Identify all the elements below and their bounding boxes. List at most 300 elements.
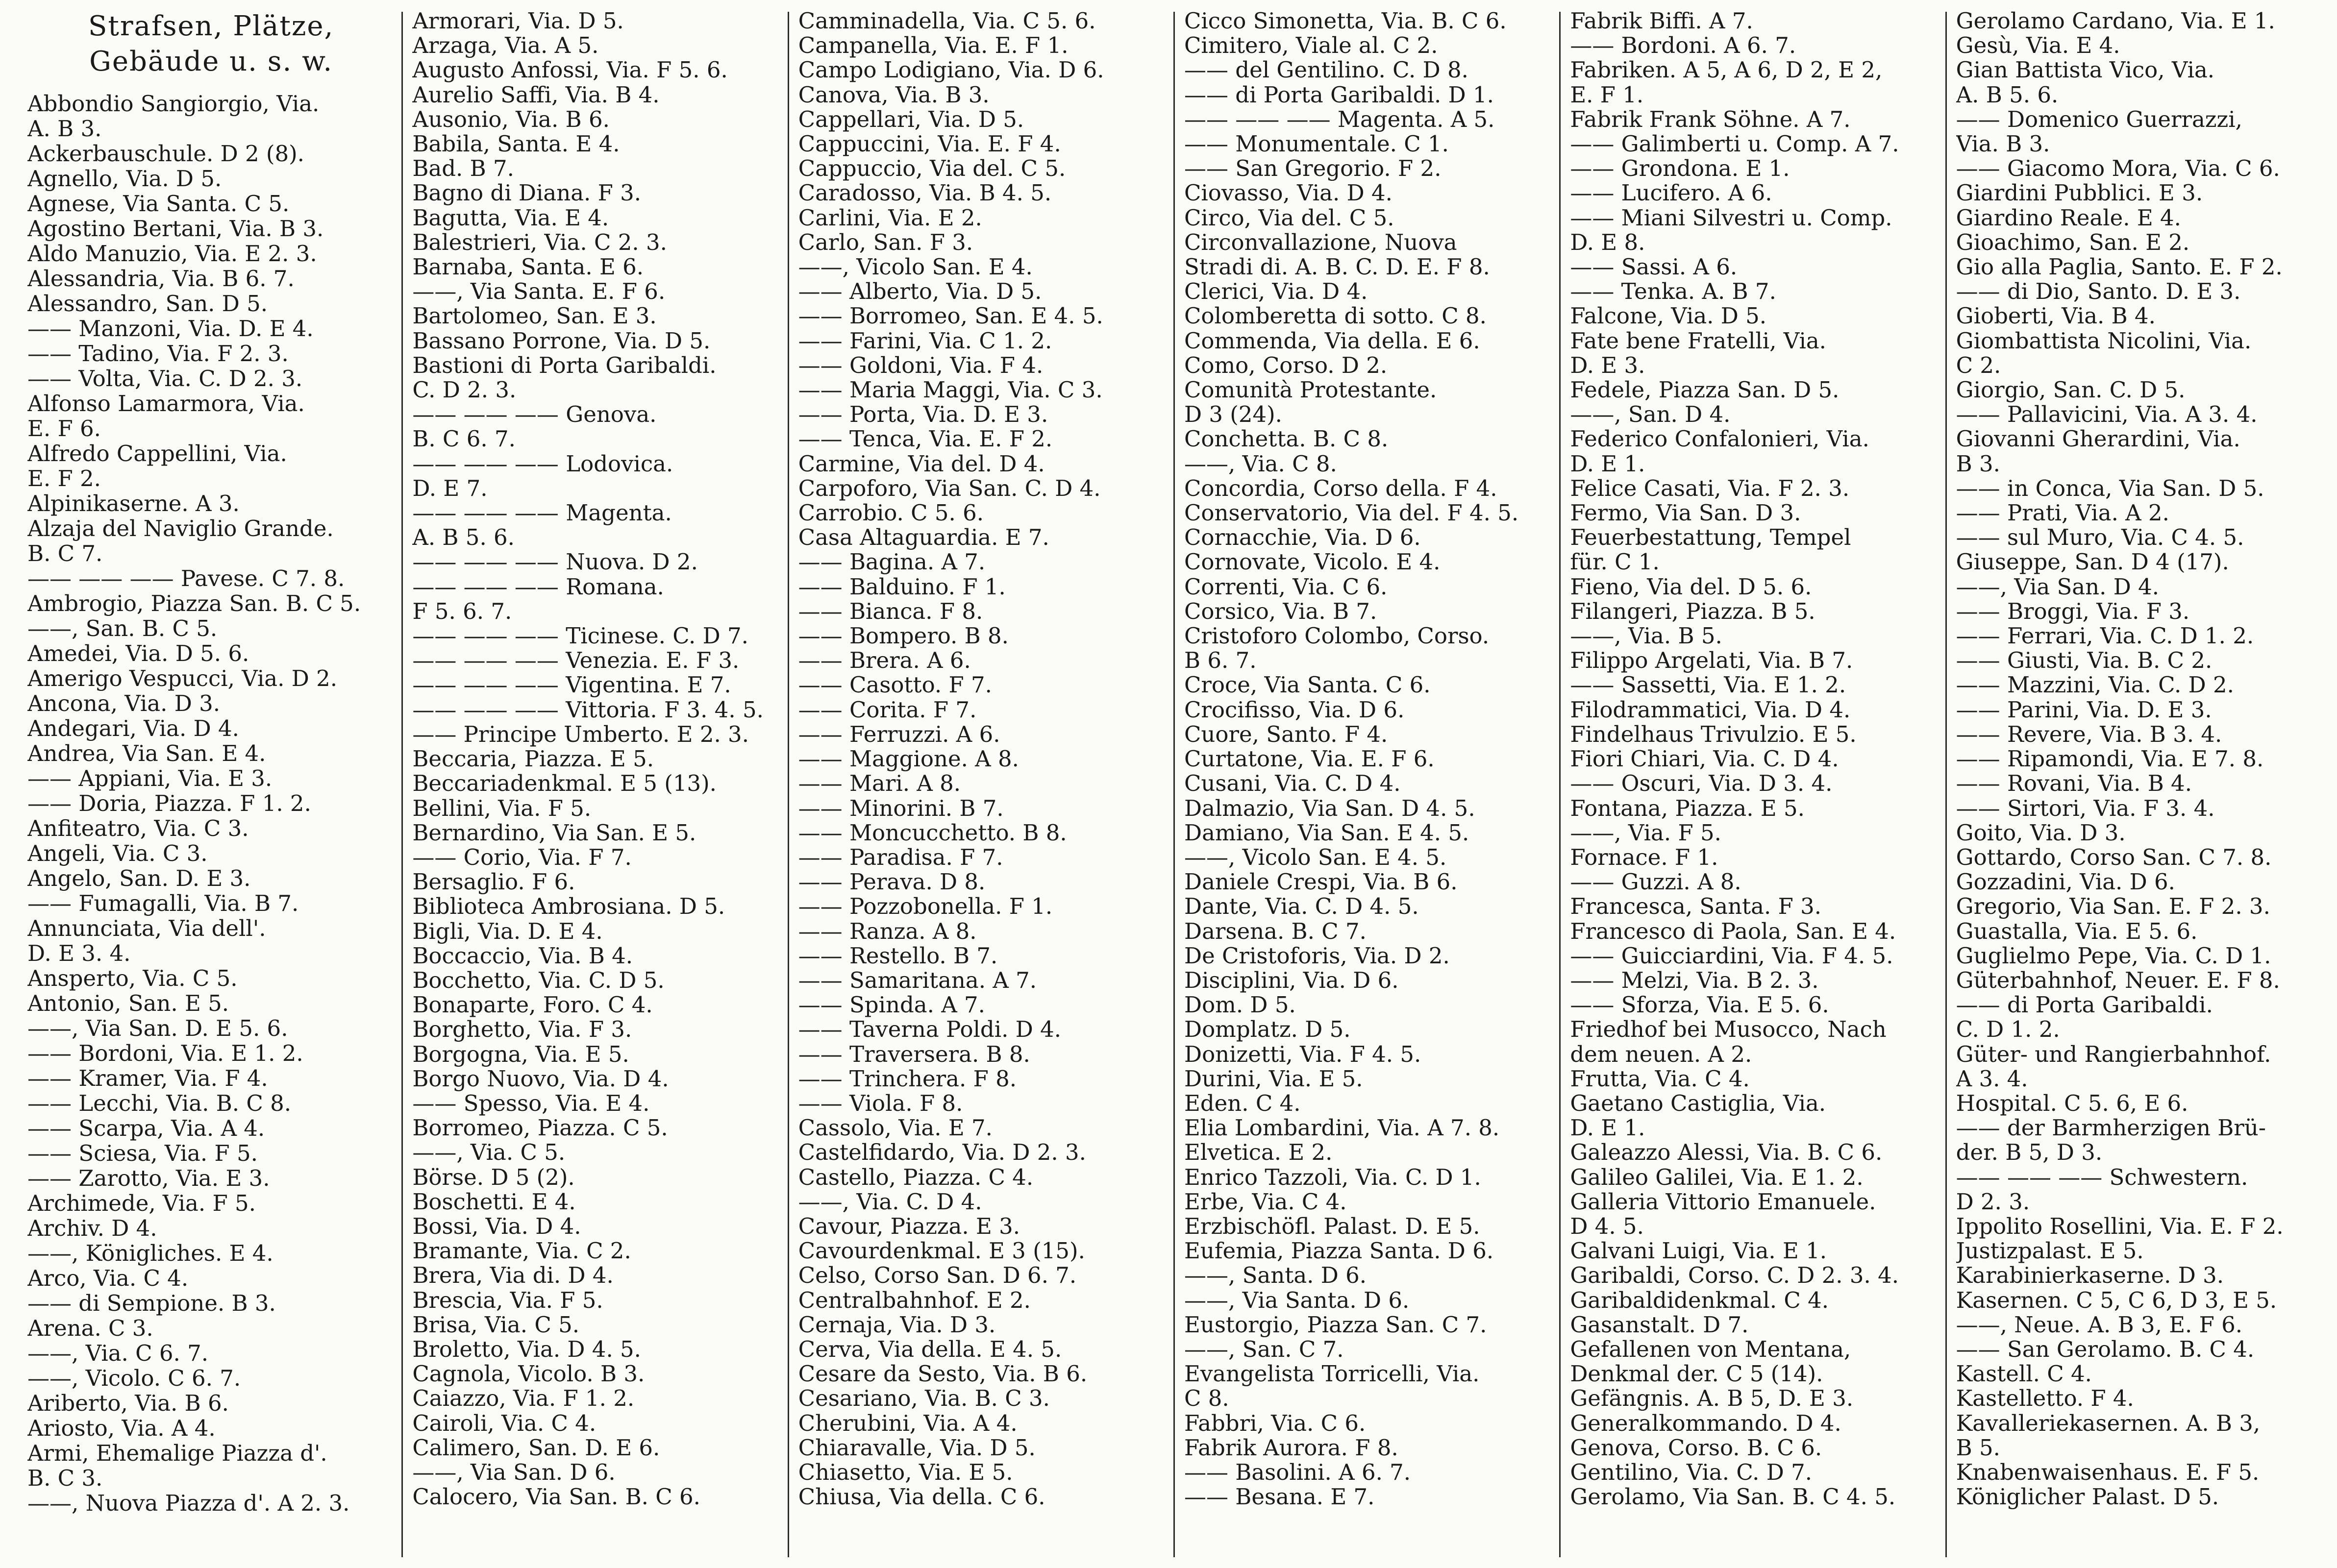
index-entry-line: Cicco Simonetta, Via. B. C 6. bbox=[1184, 9, 1507, 34]
index-entry-line: Brera, Via di. D 4. bbox=[412, 1263, 614, 1288]
index-entry-line: Giardini Pubblici. E 3. bbox=[1956, 181, 2203, 206]
index-entry-line: Gio alla Paglia, Santo. E. F 2. bbox=[1956, 255, 2283, 280]
index-entry-line: Brisa, Via. C 5. bbox=[412, 1312, 580, 1337]
index-entry-line: Canova, Via. B 3. bbox=[798, 82, 990, 107]
index-entry-line: Gioachimo, San. E 2. bbox=[1956, 230, 2190, 255]
index-entry-line: Knabenwaisenhaus. E. F 5. bbox=[1956, 1460, 2260, 1485]
index-entry-line: —— Principe Umberto. E 2. 3. bbox=[412, 722, 749, 747]
index-entry-line: Gioberti, Via. B 4. bbox=[1956, 304, 2156, 329]
index-entry-line: —— —— —— Vittoria. F 3. 4. 5. bbox=[412, 697, 764, 722]
index-entry-line: Campanella, Via. E. F 1. bbox=[798, 33, 1069, 58]
index-entry-line: Cherubini, Via. A 4. bbox=[798, 1411, 1018, 1436]
index-entry-line: ——, Vicolo San. E 4. bbox=[798, 255, 1033, 280]
index-entry-line: Gefallenen von Mentana, bbox=[1570, 1337, 1851, 1362]
index-entry-line: Bernardino, Via San. E 5. bbox=[412, 820, 696, 845]
index-entry-line: Correnti, Via. C 6. bbox=[1184, 574, 1388, 599]
index-entry-line: Galileo Galilei, Via. E 1. 2. bbox=[1570, 1165, 1864, 1190]
index-entry-line: Königlicher Palast. D 5. bbox=[1956, 1485, 2219, 1510]
index-entry-line: C. D 1. 2. bbox=[1956, 1017, 2060, 1042]
index-entry-line: —— Paradisa. F 7. bbox=[798, 845, 1003, 870]
index-entry-line: —— Maria Maggi, Via. C 3. bbox=[798, 378, 1103, 403]
index-entry-line: —— —— —— Pavese. C 7. 8. bbox=[27, 566, 345, 591]
index-entry-line: —— Alberto, Via. D 5. bbox=[798, 279, 1042, 304]
index-entry-line: —— Fumagalli, Via. B 7. bbox=[27, 891, 299, 916]
index-entry-line: Cappellari, Via. D 5. bbox=[798, 107, 1024, 132]
index-entry-line: —— Miani Silvestri u. Comp. bbox=[1570, 205, 1892, 230]
index-entry-line: Arco, Via. C 4. bbox=[27, 1266, 189, 1291]
index-entry-line: —— Bianca. F 8. bbox=[798, 599, 983, 624]
index-entry-line: Boccaccio, Via. B 4. bbox=[412, 943, 633, 968]
index-entry-line: Cavour, Piazza. E 3. bbox=[798, 1214, 1020, 1239]
index-entry-line: Felice Casati, Via. F 2. 3. bbox=[1570, 476, 1850, 501]
index-entry-line: —— Maggione. A 8. bbox=[798, 747, 1019, 772]
index-entry-line: Gozzadini, Via. D 6. bbox=[1956, 870, 2175, 895]
index-entry-line: ——, Santa. D 6. bbox=[1184, 1263, 1367, 1288]
index-entry-line: Alfredo Cappellini, Via. bbox=[27, 441, 287, 466]
index-entry-line: Corsico, Via. B 7. bbox=[1184, 599, 1377, 624]
index-entry-line: Fornace. F 1. bbox=[1570, 845, 1718, 870]
index-entry-line: Güterbahnhof, Neuer. E. F 8. bbox=[1956, 968, 2280, 993]
index-entry-line: —— Balduino. F 1. bbox=[798, 574, 1006, 599]
index-entry-line: Filangeri, Piazza. B 5. bbox=[1570, 599, 1815, 624]
index-entry-line: Gian Battista Vico, Via. bbox=[1956, 58, 2215, 83]
index-entry-line: Andrea, Via San. E 4. bbox=[27, 741, 266, 766]
index-entry-line: Evangelista Torricelli, Via. bbox=[1184, 1362, 1480, 1387]
index-entry-line: —— Monumentale. C 1. bbox=[1184, 132, 1449, 157]
index-entry-line: Erbe, Via. C 4. bbox=[1184, 1189, 1347, 1214]
index-entry-line: Gaetano Castiglia, Via. bbox=[1570, 1091, 1826, 1116]
index-entry-line: Fabriken. A 5, A 6, D 2, E 2, bbox=[1570, 58, 1883, 83]
index-entry-line: ——, Neue. A. B 3, E. F 6. bbox=[1956, 1312, 2243, 1337]
index-entry-line: Cassolo, Via. E 7. bbox=[798, 1116, 993, 1141]
index-entry-line: —— Appiani, Via. E 3. bbox=[27, 766, 273, 791]
index-entry-line: Alessandria, Via. B 6. 7. bbox=[27, 266, 295, 291]
index-entry-line: Angelo, San. D. E 3. bbox=[27, 866, 251, 891]
index-entry-line: Dom. D 5. bbox=[1184, 993, 1296, 1018]
index-entry-line: Caradosso, Via. B 4. 5. bbox=[798, 181, 1052, 206]
index-entry-line: D. E 3. bbox=[1570, 353, 1645, 378]
index-entry-line: —— Perava. D 8. bbox=[798, 870, 986, 895]
index-entry-line: für. C 1. bbox=[1570, 550, 1660, 575]
index-entry-line: Cusani, Via. C. D 4. bbox=[1184, 771, 1401, 796]
index-entry-line: Gerolamo, Via San. B. C 4. 5. bbox=[1570, 1485, 1896, 1510]
index-entry-line: Armi, Ehemalige Piazza d'. bbox=[27, 1441, 327, 1466]
index-entry-line: —— Minorini. B 7. bbox=[798, 796, 1004, 821]
index-entry-line: Giorgio, San. C. D 5. bbox=[1956, 378, 2186, 403]
index-entry-line: Eufemia, Piazza Santa. D 6. bbox=[1184, 1239, 1494, 1264]
index-entry-line: Bocchetto, Via. C. D 5. bbox=[412, 968, 665, 993]
index-entry-line: Bellini, Via. F 5. bbox=[412, 796, 592, 821]
index-entry-line: Carrobio. C 5. 6. bbox=[798, 501, 984, 526]
index-entry-line: —— Sciesa, Via. F 5. bbox=[27, 1141, 258, 1166]
index-entry-line: —— —— —— Venezia. E. F 3. bbox=[412, 648, 740, 673]
index-entry-line: Fabbri, Via. C 6. bbox=[1184, 1411, 1366, 1436]
index-entry-line: —— Tenka. A. B 7. bbox=[1570, 279, 1776, 304]
index-entry-line: Gasanstalt. D 7. bbox=[1570, 1312, 1749, 1337]
index-entry-line: ——, Vicolo. C 6. 7. bbox=[27, 1366, 241, 1391]
index-entry-line: Elvetica. E 2. bbox=[1184, 1140, 1333, 1165]
index-entry-line: Gottardo, Corso San. C 7. 8. bbox=[1956, 845, 2272, 870]
index-entry-line: Alfonso Lamarmora, Via. bbox=[27, 391, 305, 416]
index-entry-line: Beccaria, Piazza. E 5. bbox=[412, 747, 654, 772]
index-entry-line: A 3. 4. bbox=[1956, 1066, 2028, 1091]
index-entry-line: Cagnola, Vicolo. B 3. bbox=[412, 1362, 645, 1387]
index-entry-line: Armorari, Via. D 5. bbox=[412, 9, 624, 34]
index-entry-line: Balestrieri, Via. C 2. 3. bbox=[412, 230, 667, 255]
index-entry-line: Findelhaus Trivulzio. E 5. bbox=[1570, 722, 1857, 747]
index-entry-line: Comunità Protestante. bbox=[1184, 378, 1437, 403]
index-entry-line: Justizpalast. E 5. bbox=[1956, 1239, 2144, 1264]
index-entry-line: Crocifisso, Via. D 6. bbox=[1184, 697, 1405, 722]
index-entry-line: Garibaldi, Corso. C. D 2. 3. 4. bbox=[1570, 1263, 1899, 1288]
index-entry-line: Francesco di Paola, San. E 4. bbox=[1570, 919, 1896, 944]
index-entry-line: —— Scarpa, Via. A 4. bbox=[27, 1116, 265, 1141]
index-entry-line: Ippolito Rosellini, Via. E. F 2. bbox=[1956, 1214, 2284, 1239]
index-entry-line: —— Guzzi. A 8. bbox=[1570, 870, 1741, 895]
index-entry-line: Bersaglio. F 6. bbox=[412, 870, 575, 895]
index-entry-line: Disciplini, Via. D 6. bbox=[1184, 968, 1399, 993]
index-entry-line: Cesare da Sesto, Via. B 6. bbox=[798, 1362, 1088, 1387]
index-entry-line: —— Giusti, Via. B. C 2. bbox=[1956, 648, 2213, 673]
index-entry-line: D. E 8. bbox=[1570, 230, 1645, 255]
index-entry-line: Bagno di Diana. F 3. bbox=[412, 181, 642, 206]
index-entry-line: —— Ferruzzi. A 6. bbox=[798, 722, 1000, 747]
index-entry-line: —— Besana. E 7. bbox=[1184, 1485, 1375, 1510]
index-entry-line: Camminadella, Via. C 5. 6. bbox=[798, 9, 1096, 34]
index-entry-line: Dalmazio, Via San. D 4. 5. bbox=[1184, 796, 1475, 821]
index-entry-line: Kavalleriekasernen. A. B 3, bbox=[1956, 1411, 2261, 1436]
index-entry-line: ——, Via. C 8. bbox=[1184, 451, 1337, 476]
index-entry-line: —— Spesso, Via. E 4. bbox=[412, 1091, 650, 1116]
index-entry-line: E. F 2. bbox=[27, 466, 101, 491]
index-entry-line: Gregorio, Via San. E. F 2. 3. bbox=[1956, 894, 2270, 919]
index-entry-line: —— in Conca, Via San. D 5. bbox=[1956, 476, 2264, 501]
index-entry-line: —— Goldoni, Via. F 4. bbox=[798, 353, 1044, 378]
index-entry-line: Giardino Reale. E 4. bbox=[1956, 205, 2181, 230]
index-entry-line: ——, Via San. D. E 5. 6. bbox=[27, 1016, 288, 1041]
index-entry-line: Brescia, Via. F 5. bbox=[412, 1288, 603, 1313]
index-entry-line: Carmine, Via del. D 4. bbox=[798, 451, 1045, 476]
index-entry-line: C. D 2. 3. bbox=[412, 378, 517, 403]
index-entry-line: Filippo Argelati, Via. B 7. bbox=[1570, 648, 1853, 673]
index-entry-line: Gerolamo Cardano, Via. E 1. bbox=[1956, 9, 2275, 34]
index-entry-line: Alessandro, San. D 5. bbox=[27, 291, 268, 316]
index-entry-line: Caiazzo, Via. F 1. 2. bbox=[412, 1386, 635, 1411]
index-entry-line: ——, Vicolo San. E 4. 5. bbox=[1184, 845, 1447, 870]
index-entry-line: Bad. B 7. bbox=[412, 156, 514, 181]
index-entry-line: ——, Via Santa. E. F 6. bbox=[412, 279, 666, 304]
index-column-6 bbox=[1945, 9, 2331, 1568]
index-entry-line: Barnaba, Santa. E 6. bbox=[412, 255, 644, 280]
index-entry-line: B 5. bbox=[1956, 1435, 2000, 1460]
index-entry-line: —— Parini, Via. D. E 3. bbox=[1956, 697, 2212, 722]
index-entry-line: Galleria Vittorio Emanuele. bbox=[1570, 1189, 1876, 1214]
index-entry-line: —— di Porta Garibaldi. D 1. bbox=[1184, 82, 1494, 107]
index-entry-line: —— —— —— Magenta. bbox=[412, 501, 672, 526]
index-entry-line: Calimero, San. D. E 6. bbox=[412, 1435, 660, 1460]
index-entry-line: Elia Lombardini, Via. A 7. 8. bbox=[1184, 1116, 1500, 1141]
index-entry-line: Cairoli, Via. C 4. bbox=[412, 1411, 597, 1436]
index-entry-line: Cuore, Santo. F 4. bbox=[1184, 722, 1388, 747]
index-entry-line: —— Mazzini, Via. C. D 2. bbox=[1956, 673, 2234, 698]
index-entry-line: Celso, Corso San. D 6. 7. bbox=[798, 1263, 1077, 1288]
index-entry-line: Cerva, Via della. E 4. 5. bbox=[798, 1337, 1062, 1362]
index-entry-line: Ackerbauschule. D 2 (8). bbox=[27, 141, 304, 166]
index-entry-line: Falcone, Via. D 5. bbox=[1570, 304, 1767, 329]
index-entry-line: —— Mari. A 8. bbox=[798, 771, 961, 796]
index-entry-line: —— —— —— Schwestern. bbox=[1956, 1165, 2248, 1190]
index-entry-line: —— Prati, Via. A 2. bbox=[1956, 501, 2169, 526]
index-entry-line: —— Taverna Poldi. D 4. bbox=[798, 1017, 1062, 1042]
index-entry-line: C 8. bbox=[1184, 1386, 1229, 1411]
index-entry-line: Alzaja del Naviglio Grande. bbox=[27, 516, 334, 541]
index-entry-line: Giombattista Nicolini, Via. bbox=[1956, 328, 2252, 353]
index-entry-line: Augusto Anfossi, Via. F 5. 6. bbox=[412, 58, 728, 83]
index-entry-line: Bonaparte, Foro. C 4. bbox=[412, 993, 653, 1018]
column-entries bbox=[1184, 9, 1552, 1509]
heading-line-2: Gebäude u. s. w. bbox=[89, 46, 333, 77]
index-entry-line: —— Moncucchetto. B 8. bbox=[798, 820, 1067, 845]
index-entry-line: Donizetti, Via. F 4. 5. bbox=[1184, 1042, 1421, 1067]
index-entry-line: Cavourdenkmal. E 3 (15). bbox=[798, 1239, 1085, 1264]
index-column-5 bbox=[1559, 9, 1945, 1568]
index-entry-line: Gentilino, Via. C. D 7. bbox=[1570, 1460, 1813, 1485]
index-entry-line: Circo, Via del. C 5. bbox=[1184, 205, 1394, 230]
index-entry-line: Bagutta, Via. E 4. bbox=[412, 205, 609, 230]
index-entry-line: Amedei, Via. D 5. 6. bbox=[27, 641, 249, 666]
index-entry-line: —— Pozzobonella. F 1. bbox=[798, 894, 1053, 919]
index-entry-line: —— Corio, Via. F 7. bbox=[412, 845, 632, 870]
index-column-3 bbox=[788, 9, 1173, 1568]
index-entry-line: —— Brera. A 6. bbox=[798, 648, 971, 673]
index-entry-line: Carlo, San. F 3. bbox=[798, 230, 973, 255]
index-entry-line: F 5. 6. 7. bbox=[412, 599, 512, 624]
index-entry-line: Friedhof bei Musocco, Nach bbox=[1570, 1017, 1887, 1042]
index-entry-line: —— Corita. F 7. bbox=[798, 697, 977, 722]
index-entry-line: De Cristoforis, Via. D 2. bbox=[1184, 943, 1450, 968]
index-entry-line: Bigli, Via. D. E 4. bbox=[412, 919, 603, 944]
index-entry-line: Andegari, Via. D 4. bbox=[27, 716, 239, 741]
index-entry-line: —— Doria, Piazza. F 1. 2. bbox=[27, 791, 311, 816]
index-entry-line: —— Tenca, Via. E. F 2. bbox=[798, 427, 1053, 452]
index-entry-line: Cesariano, Via. B. C 3. bbox=[798, 1386, 1050, 1411]
index-entry-line: —— Restello. B 7. bbox=[798, 943, 998, 968]
index-column-4 bbox=[1173, 9, 1559, 1568]
index-entry-line: —— Lecchi, Via. B. C 8. bbox=[27, 1091, 292, 1116]
page-heading bbox=[27, 9, 395, 79]
index-entry-line: D. E 1. bbox=[1570, 451, 1645, 476]
index-entry-line: Bossi, Via. D 4. bbox=[412, 1214, 581, 1239]
index-entry-line: Hospital. C 5. 6, E 6. bbox=[1956, 1091, 2188, 1116]
index-entry-line: Chiasetto, Via. E 5. bbox=[798, 1460, 1013, 1485]
index-entry-line: Biblioteca Ambrosiana. D 5. bbox=[412, 894, 725, 919]
index-entry-line: D 2. 3. bbox=[1956, 1189, 2030, 1214]
index-entry-line: ——, Via. F 5. bbox=[1570, 820, 1721, 845]
index-entry-line: Como, Corso. D 2. bbox=[1184, 353, 1388, 378]
index-entry-line: Archiv. D 4. bbox=[27, 1216, 157, 1241]
index-entry-line: Erzbischöfl. Palast. D. E 5. bbox=[1184, 1214, 1480, 1239]
index-entry-line: B. C 6. 7. bbox=[412, 427, 516, 452]
index-entry-line: Fermo, Via San. D 3. bbox=[1570, 501, 1801, 526]
index-entry-line: —— —— —— Ticinese. C. D 7. bbox=[412, 624, 748, 649]
index-entry-line: Börse. D 5 (2). bbox=[412, 1165, 575, 1190]
index-entry-line: Giovanni Gherardini, Via. bbox=[1956, 427, 2240, 452]
index-entry-line: —— Lucifero. A 6. bbox=[1570, 181, 1772, 206]
index-entry-line: Castelfidardo, Via. D 2. 3. bbox=[798, 1140, 1086, 1165]
index-entry-line: —— San Gregorio. F 2. bbox=[1184, 156, 1442, 181]
index-entry-line: Broletto, Via. D 4. 5. bbox=[412, 1337, 641, 1362]
index-entry-line: Commenda, Via della. E 6. bbox=[1184, 328, 1480, 353]
index-entry-line: —— Bordoni. A 6. 7. bbox=[1570, 33, 1796, 58]
index-entry-line: Curtatone, Via. E. F 6. bbox=[1184, 747, 1435, 772]
index-entry-line: Cimitero, Viale al. C 2. bbox=[1184, 33, 1438, 58]
index-entry-line: Fabrik Biffi. A 7. bbox=[1570, 9, 1753, 34]
index-entry-line: —— Trinchera. F 8. bbox=[798, 1066, 1017, 1091]
index-entry-line: Via. B 3. bbox=[1956, 132, 2050, 157]
index-entry-line: Aurelio Saffi, Via. B 4. bbox=[412, 82, 660, 107]
index-entry-line: —— Grondona. E 1. bbox=[1570, 156, 1790, 181]
index-entry-line: —— Traversera. B 8. bbox=[798, 1042, 1030, 1067]
index-entry-line: —— Bagina. A 7. bbox=[798, 550, 986, 575]
index-entry-line: —— Giacomo Mora, Via. C 6. bbox=[1956, 156, 2280, 181]
index-entry-line: Fieno, Via del. D 5. 6. bbox=[1570, 574, 1812, 599]
index-entry-line: —— Pallavicini, Via. A 3. 4. bbox=[1956, 402, 2258, 427]
index-entry-line: Genova, Corso. B. C 6. bbox=[1570, 1435, 1822, 1460]
index-entry-line: Alpinikaserne. A 3. bbox=[27, 491, 240, 516]
index-entry-line: Fiori Chiari, Via. C. D 4. bbox=[1570, 747, 1839, 772]
index-entry-line: C 2. bbox=[1956, 353, 2001, 378]
index-entry-line: Cornovate, Vicolo. E 4. bbox=[1184, 550, 1441, 575]
index-column-2 bbox=[401, 9, 787, 1568]
index-entry-line: —— Ripamondi, Via. E 7. 8. bbox=[1956, 747, 2264, 772]
index-entry-line: Casa Altaguardia. E 7. bbox=[798, 525, 1049, 550]
column-entries bbox=[27, 91, 395, 1516]
index-entry-line: Ausonio, Via. B 6. bbox=[412, 107, 610, 132]
index-entry-line: Boschetti. E 4. bbox=[412, 1189, 576, 1214]
index-entry-line: Kasernen. C 5, C 6, D 3, E 5. bbox=[1956, 1288, 2277, 1313]
index-entry-line: —— der Barmherzigen Brü- bbox=[1956, 1116, 2266, 1141]
index-entry-line: Dante, Via. C. D 4. 5. bbox=[1184, 894, 1419, 919]
index-entry-line: ——, San. C 7. bbox=[1184, 1337, 1344, 1362]
index-entry-line: —— Bompero. B 8. bbox=[798, 624, 1009, 649]
index-entry-line: B 6. 7. bbox=[1184, 648, 1257, 673]
index-entry-line: —— Sforza, Via. E 5. 6. bbox=[1570, 993, 1829, 1018]
index-entry-line: Conchetta. B. C 8. bbox=[1184, 427, 1389, 452]
index-entry-line: Kastell. C 4. bbox=[1956, 1362, 2092, 1387]
index-entry-line: —— Kramer, Via. F 4. bbox=[27, 1066, 268, 1091]
index-entry-line: Ciovasso, Via. D 4. bbox=[1184, 181, 1392, 206]
index-entry-line: Ambrogio, Piazza San. B. C 5. bbox=[27, 591, 361, 616]
index-entry-line: ——, Via. C. D 4. bbox=[798, 1189, 982, 1214]
index-entry-line: D 3 (24). bbox=[1184, 402, 1282, 427]
index-entry-line: Castello, Piazza. C 4. bbox=[798, 1165, 1034, 1190]
index-entry-line: Aldo Manuzio, Via. E 2. 3. bbox=[27, 241, 317, 266]
index-entry-line: —— Oscuri, Via. D 3. 4. bbox=[1570, 771, 1833, 796]
index-entry-line: —— Revere, Via. B 3. 4. bbox=[1956, 722, 2222, 747]
index-entry-line: Karabinierkaserne. D 3. bbox=[1956, 1263, 2224, 1288]
index-entry-line: —— —— —— Magenta. A 5. bbox=[1184, 107, 1495, 132]
index-entry-line: Daniele Crespi, Via. B 6. bbox=[1184, 870, 1458, 895]
index-entry-line: —— Ferrari, Via. C. D 1. 2. bbox=[1956, 624, 2254, 649]
index-entry-line: —— Domenico Guerrazzi, bbox=[1956, 107, 2242, 132]
heading-line-1: Strafsen, Plätze, bbox=[88, 10, 334, 42]
index-entry-line: Cristoforo Colombo, Corso. bbox=[1184, 624, 1490, 649]
index-entry-line: D. E 7. bbox=[412, 476, 488, 501]
index-entry-line: Carpoforo, Via San. C. D 4. bbox=[798, 476, 1101, 501]
index-entry-line: A. B 5. 6. bbox=[412, 525, 515, 550]
index-entry-line: Enrico Tazzoli, Via. C. D 1. bbox=[1184, 1165, 1481, 1190]
index-entry-line: ——, Via San. D 4. bbox=[1956, 574, 2160, 599]
index-entry-line: —— Guicciardini, Via. F 4. 5. bbox=[1570, 943, 1893, 968]
index-entry-line: Bartolomeo, San. E 3. bbox=[412, 304, 657, 329]
index-entry-line: —— San Gerolamo. B. C 4. bbox=[1956, 1337, 2255, 1362]
index-entry-line: Fate bene Fratelli, Via. bbox=[1570, 328, 1826, 353]
index-entry-line: —— Bordoni, Via. E 1. 2. bbox=[27, 1041, 303, 1066]
index-entry-line: —— Galimberti u. Comp. A 7. bbox=[1570, 132, 1899, 157]
index-entry-line: —— Zarotto, Via. E 3. bbox=[27, 1166, 270, 1191]
index-entry-line: Arzaga, Via. A 5. bbox=[412, 33, 599, 58]
index-entry-line: E. F 6. bbox=[27, 416, 101, 441]
index-entry-line: Abbondio Sangiorgio, Via. bbox=[27, 91, 320, 116]
index-entry-line: D 4. 5. bbox=[1570, 1214, 1644, 1239]
index-entry-line: B. C 7. bbox=[27, 541, 103, 566]
index-entry-line: Annunciata, Via dell'. bbox=[27, 916, 266, 941]
index-entry-line: Calocero, Via San. B. C 6. bbox=[412, 1485, 700, 1510]
index-entry-line: E. F 1. bbox=[1570, 82, 1644, 107]
index-entry-line: Chiusa, Via della. C 6. bbox=[798, 1485, 1045, 1510]
index-entry-line: Eustorgio, Piazza San. C 7. bbox=[1184, 1312, 1487, 1337]
index-entry-line: —— Sassetti, Via. E 1. 2. bbox=[1570, 673, 1846, 698]
index-entry-line: Denkmal der. C 5 (14). bbox=[1570, 1362, 1823, 1387]
index-entry-line: Anfiteatro, Via. C 3. bbox=[27, 816, 249, 841]
index-entry-line: Clerici, Via. D 4. bbox=[1184, 279, 1368, 304]
index-entry-line: Fabrik Frank Söhne. A 7. bbox=[1570, 107, 1851, 132]
index-entry-line: Darsena. B. C 7. bbox=[1184, 919, 1367, 944]
index-entry-line: Fontana, Piazza. E 5. bbox=[1570, 796, 1805, 821]
index-entry-line: ——, Via. C 5. bbox=[412, 1140, 566, 1165]
index-entry-line: Archimede, Via. F 5. bbox=[27, 1191, 256, 1216]
column-entries bbox=[798, 9, 1167, 1509]
index-entry-line: ——, Via. B 5. bbox=[1570, 624, 1722, 649]
index-entry-line: Cornacchie, Via. D 6. bbox=[1184, 525, 1421, 550]
index-entry-line: —— Broggi, Via. F 3. bbox=[1956, 599, 2190, 624]
index-entry-line: Circonvallazione, Nuova bbox=[1184, 230, 1457, 255]
index-entry-line: Borghetto, Via. F 3. bbox=[412, 1017, 632, 1042]
index-entry-line: Feuerbestattung, Tempel bbox=[1570, 525, 1851, 550]
index-entry-line: Güter- und Rangierbahnhof. bbox=[1956, 1042, 2271, 1067]
index-entry-line: —— Manzoni, Via. D. E 4. bbox=[27, 316, 314, 341]
index-entry-line: Gefängnis. A. B 5, D. E 3. bbox=[1570, 1386, 1854, 1411]
index-entry-line: Bassano Porrone, Via. D 5. bbox=[412, 328, 711, 353]
index-entry-line: Antonio, San. E 5. bbox=[27, 991, 229, 1016]
column-entries bbox=[1570, 9, 1938, 1509]
index-entry-line: Amerigo Vespucci, Via. D 2. bbox=[27, 666, 338, 691]
index-entry-line: Agnello, Via. D 5. bbox=[27, 166, 222, 191]
index-entry-line: B 3. bbox=[1956, 451, 2000, 476]
index-entry-line: Cernaja, Via. D 3. bbox=[798, 1312, 996, 1337]
index-entry-line: A. B 3. bbox=[27, 116, 102, 141]
column-entries bbox=[412, 9, 780, 1509]
index-entry-line: ——, Via Santa. D 6. bbox=[1184, 1288, 1410, 1313]
index-entry-line: Bastioni di Porta Garibaldi. bbox=[412, 353, 717, 378]
index-entry-line: —— Sassi. A 6. bbox=[1570, 255, 1738, 280]
index-entry-line: —— Borromeo, San. E 4. 5. bbox=[798, 304, 1103, 329]
index-entry-line: Federico Confalonieri, Via. bbox=[1570, 427, 1869, 452]
index-entry-line: —— Tadino, Via. F 2. 3. bbox=[27, 341, 289, 366]
index-entry-line: —— Spinda. A 7. bbox=[798, 993, 985, 1018]
index-entry-line: —— del Gentilino. C. D 8. bbox=[1184, 58, 1468, 83]
index-entry-line: Carlini, Via. E 2. bbox=[798, 205, 982, 230]
